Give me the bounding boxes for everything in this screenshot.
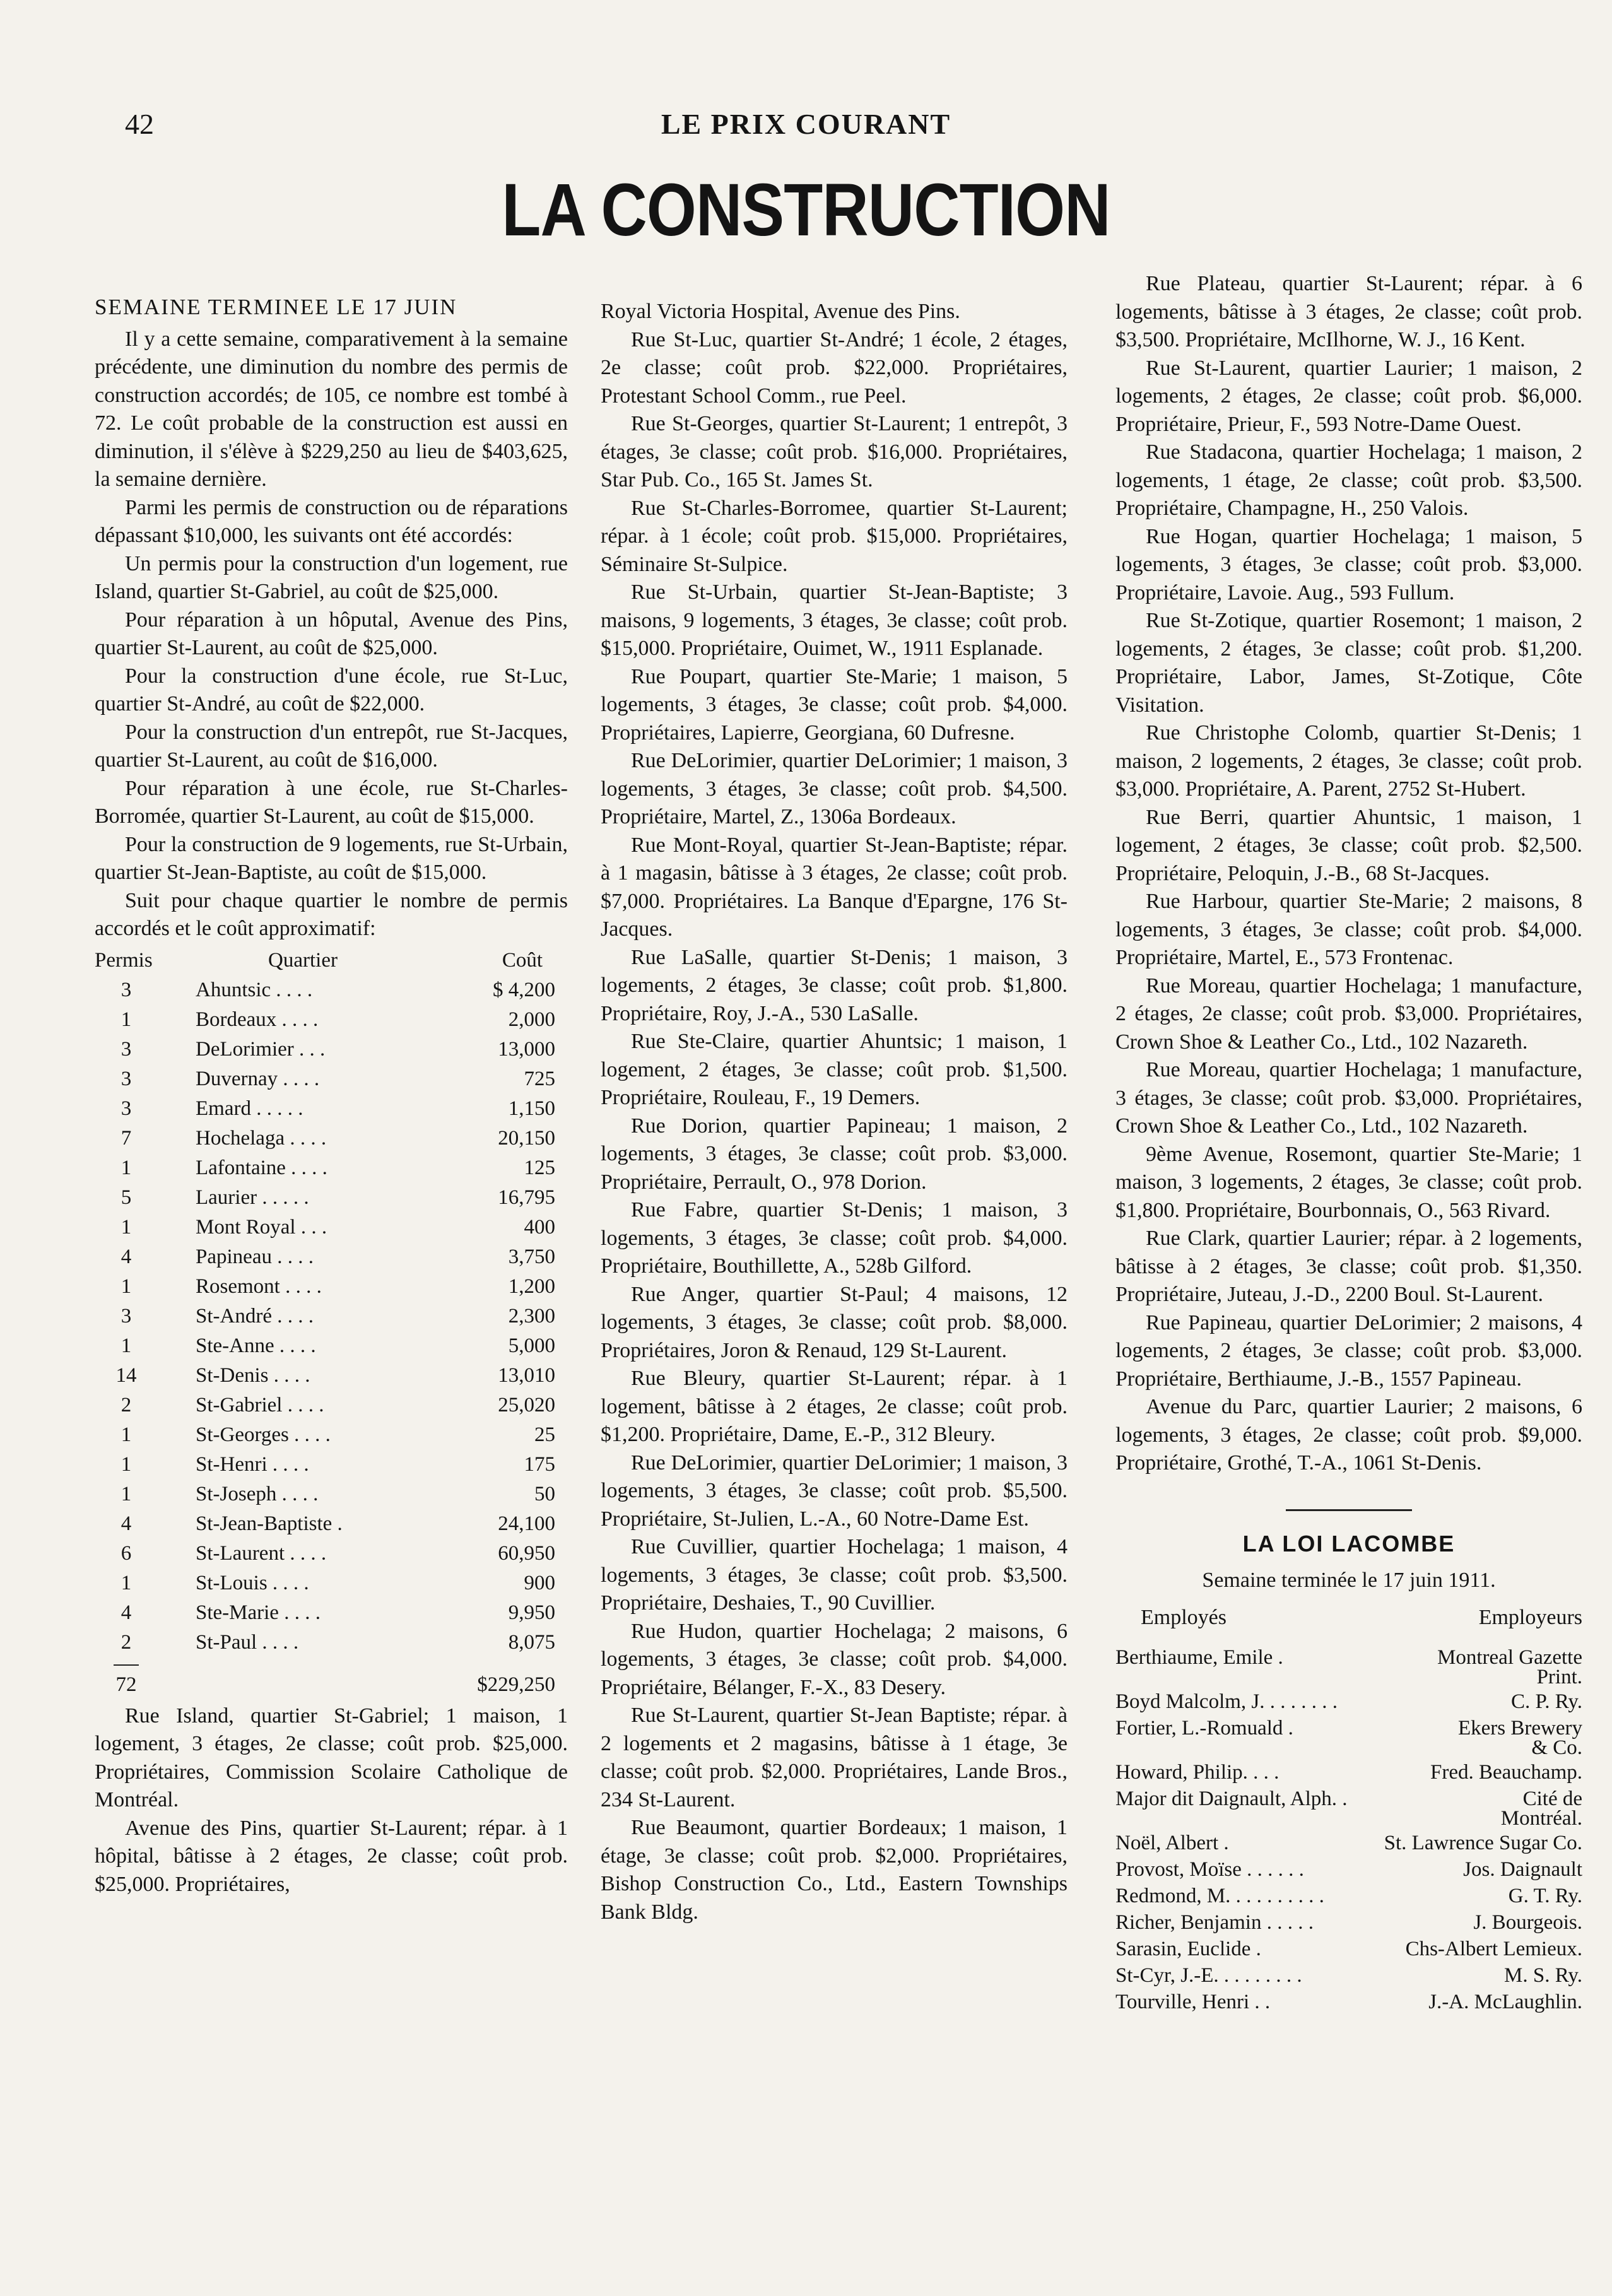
paragraph: Rue Berri, quartier Ahuntsic, 1 maison, 1 logement, 2 étages, 3e classe; coût prob. $2,500. Propriétaire, Peloquin, J.-B., 68 St-Jacques. [1115,805,1582,885]
cost-cell: 900 [524,1571,555,1594]
cost-cell: 16,795 [498,1186,555,1209]
loi-lacombe-title: LA LOI LACOMBE [1242,1530,1456,1557]
paragraph: Rue Papineau, quartier DeLorimier; 2 maisons, 4 logements, 2 étages, 3e classe; coût prob. $3,000. Propriétaire, Berthiaume, J.-B., 1557 Papineau. [1115,1310,1582,1391]
journal-title: LE PRIX COURANT [661,108,951,140]
permits-cell: 6 [121,1541,132,1565]
list-item [1115,1759,1582,1786]
page-header [0,107,1612,158]
paragraph: Pour réparation à une école, rue St-Charles-Borromée, quartier St-Laurent, au coût de $15,000. [95,776,568,828]
quartier-cell: St-Laurent . . . . [196,1541,327,1565]
loi-lacombe-list [1115,1644,1582,2015]
paragraph: Royal Victoria Hospital, Avenue des Pins. [601,300,960,323]
paragraph: Rue Beaumont, quartier Bordeaux; 1 maison, 1 étage, 3e classe; coût prob. $2,000. Propriétaires, Bishop Construction Co., Ltd., Eastern Townships Bank Bldg. [601,1816,1068,1924]
table-row [95,1539,568,1569]
paragraph: Rue Mont-Royal, quartier St-Jean-Baptiste; répar. à 1 magasin, bâtisse à 3 étages, 2e classe; coût prob. $7,000. Propriétaires. La Banque d'Epargne, 176 St-Jacques. [601,833,1068,941]
employe-name: Noël, Albert . [1115,1832,1229,1854]
permits-cell: 3 [121,1097,132,1120]
paragraph: Il y a cette semaine, comparativement à la semaine précédente, une diminution du nombre des permis de construction accordés; de 105, ce nombre est tombé à 72. Le coût probable de la construction est aussi en diminution, il s'élève à $229,250 au lieu de $403,625, la semaine dernière. [95,327,568,491]
permits-cell: 7 [121,1126,132,1150]
table-row [95,1213,568,1242]
permits-cell: 5 [121,1186,132,1209]
table-row [95,1361,568,1391]
paragraph: Rue Harbour, quartier Ste-Marie; 2 maisons, 8 logements, 3 étages, 3e classe; coût prob. $4,000. Propriétaire, Martel, E., 573 Frontenac. [1115,890,1582,969]
table-row [95,975,568,1005]
table-row [95,1391,568,1420]
list-item [1115,1883,1582,1909]
permits-cell: 1 [121,1008,132,1031]
table-row [95,1302,568,1331]
quartier-cell: Hochelaga . . . . [196,1126,327,1150]
employeur-name: Cité de [1522,1787,1582,1810]
permits-table-header [95,946,568,975]
employeur-name: C. P. Ry. [1510,1690,1582,1713]
employe-name: Fortier, L.-Romuald . [1115,1717,1293,1740]
permits-cell: 1 [121,1275,132,1298]
quartier-cell: Ste-Marie . . . . [196,1601,321,1624]
table-row [95,1183,568,1213]
paragraph: Rue St-Charles-Borromee, quartier St-Laurent; répar. à 1 école; coût prob. $15,000. Propriétaires, Séminaire St-Sulpice. [601,496,1068,576]
quartier-cell: St-Paul . . . . [196,1630,299,1654]
cost-cell: 400 [524,1215,555,1239]
permits-cell: 1 [121,1334,132,1357]
paragraph: Pour la construction d'un entrepôt, rue St-Jacques, quartier St-Laurent, au coût de $16,000. [95,720,568,772]
quartier-cell: Mont Royal . . . [196,1215,327,1239]
employeur-name: J.-A. McLaughlin. [1428,1991,1582,2013]
quartier-cell: St-Jean-Baptiste . [196,1512,343,1535]
permits-cell: 3 [121,978,132,1001]
paragraph: Rue St-Urbain, quartier St-Jean-Baptiste; 3 maisons, 9 logements, 3 étages, 3e classe; coût prob. $15,000. Propriétaire, Ouimet, W., 1911 Esplanade. [601,580,1068,660]
employe-name: Richer, Benjamin . . . . . [1115,1911,1314,1934]
paragraph: Rue Fabre, quartier St-Denis; 1 maison, 3 logements, 3 étages, 3e classe; coût prob. $4,000. Propriétaire, Bouthillette, A., 528b Gilford. [601,1198,1068,1278]
paragraph: Rue St-Luc, quartier St-André; 1 école, 2 étages, 2e classe; coût prob. $22,000. Propriétaires, Protestant School Comm., rue Peel. [601,327,1068,408]
loi-lacombe-headers [1115,1604,1582,1632]
quartier-cell: St-Gabriel . . . . [196,1393,324,1416]
paragraph: Rue DeLorimier, quartier DeLorimier; 1 maison, 3 logements, 3 étages, 3e classe; coût prob. $4,500. Propriétaire, Martel, Z., 1306a Bordeaux. [601,749,1068,828]
employe-name: Major dit Daignault, Alph. . [1115,1787,1348,1810]
list-item [1115,1989,1582,2015]
quartier-cell: Ahuntsic . . . . [196,978,313,1001]
header-quartier: Quartier [268,948,338,972]
employeur-name: M. S. Ry. [1504,1964,1582,1987]
column-2 [601,298,1068,1926]
quartier-cell: Duvernay . . . . [196,1067,320,1090]
permits-cell: 2 [121,1393,132,1416]
paragraph: Rue Hudon, quartier Hochelaga; 2 maisons, 6 logements, 3 étages, 3e classe; coût prob. $4,000. Propriétaire, Bélanger, F.-X., 83 Desery. [601,1619,1068,1699]
header-employeurs: Employeurs [1478,1605,1582,1629]
total-cost: $229,250 [477,1673,555,1696]
cost-cell: 2,000 [508,1008,555,1031]
total-permits: 72 [115,1673,137,1696]
cost-cell: 25,020 [498,1393,555,1416]
cost-cell: 5,000 [508,1334,555,1357]
employeur-name: Fred. Beauchamp. [1430,1761,1582,1784]
cost-cell: 60,950 [498,1541,555,1565]
table-row [95,1242,568,1272]
column-3 [1115,270,1582,2015]
section-divider [1286,1509,1412,1511]
quartier-cell: St-Denis . . . . [196,1363,310,1387]
paragraph: Rue DeLorimier, quartier DeLorimier; 1 maison, 3 logements, 3 étages, 3e classe; coût prob. $5,500. Propriétaire, St-Julien, L.-A., 60 Notre-Dame Est. [601,1451,1068,1531]
table-row [95,1124,568,1153]
employe-name: Howard, Philip. . . . [1115,1761,1280,1784]
list-item [1115,1856,1582,1883]
permits-cell: 3 [121,1037,132,1061]
paragraph: Un permis pour la construction d'un logement, rue Island, quartier St-Gabriel, au coût de $25,000. [95,551,568,603]
paragraph: Rue Poupart, quartier Ste-Marie; 1 maison, 5 logements, 3 étages, 3e classe; coût prob. $4,000. Propriétaires, Lapierre, Georgiana, 60 Dufresne. [601,664,1068,745]
header-employes: Employés [1141,1605,1227,1629]
paragraph: Rue St-Georges, quartier St-Laurent; 1 entrepôt, 3 étages, 3e classe; coût prob. $16,000. Propriétaires, Star Pub. Co., 165 St. James St. [601,412,1068,492]
header-permis: Permis [95,948,153,972]
employe-name: Redmond, M. . . . . . . . . . [1115,1885,1324,1907]
table-row [95,1094,568,1124]
table-row [95,1450,568,1480]
table-row [95,1064,568,1094]
cost-cell: $ 4,200 [493,978,555,1001]
cost-cell: 13,000 [498,1037,555,1061]
cost-cell: 3,750 [508,1245,555,1268]
week-heading: SEMAINE TERMINEE LE 17 JUIN [95,295,457,319]
employeur-continuation: Print. [1536,1666,1582,1688]
paragraph: Rue Christophe Colomb, quartier St-Denis; 1 maison, 2 logements, 2 étages, 3e classe; coût prob. $3,000. Propriétaire, A. Parent, 2752 St-Hubert. [1115,721,1582,801]
paragraph: Pour la construction d'une école, rue St-Luc, quartier St-André, au coût de $22,000. [95,664,568,715]
article-title: LA CONSTRUCTION [502,168,1110,252]
quartier-cell: St-André . . . . [196,1304,314,1328]
paragraph: Rue Stadacona, quartier Hochelaga; 1 maison, 2 logements, 1 étage, 2e classe; coût prob. $3,500. Propriétaire, Champagne, H., 250 Valois. [1115,440,1582,520]
quartier-cell: St-Joseph . . . . [196,1482,319,1505]
paragraph: Pour la construction de 9 logements, rue St-Urbain, quartier St-Jean-Baptiste, au coût de $15,000. [95,832,568,884]
paragraph: Rue St-Laurent, quartier St-Jean Baptiste; répar. à 2 logements et 2 magasins, bâtisse à 1 étage, 3e classe; coût prob. $2,000. Propriétaires, Lande Bros., 234 St-Laurent. [601,1704,1068,1811]
permits-cell: 1 [121,1452,132,1476]
employeur-name: Chs-Albert Lemieux. [1405,1938,1582,1960]
employeur-name: G. T. Ry. [1508,1885,1582,1907]
cost-cell: 725 [524,1067,555,1090]
column-3-entries [1115,270,1582,1478]
table-row [95,1035,568,1064]
total-rule [114,1664,139,1666]
cost-cell: 175 [524,1452,555,1476]
list-item [1115,1688,1582,1715]
employe-name: Provost, Moïse . . . . . . [1115,1858,1304,1881]
permits-table [95,946,568,1700]
paragraph: Rue LaSalle, quartier St-Denis; 1 maison, 3 logements, 2 étages, 3e classe; coût prob. $1,800. Propriétaire, Roy, J.-A., 530 LaSalle. [601,945,1068,1025]
employe-name: St-Cyr, J.-E. . . . . . . . . [1115,1964,1302,1987]
permits-cell: 1 [121,1156,132,1179]
paragraph: Rue Hogan, quartier Hochelaga; 1 maison, 5 logements, 3 étages, 3e classe; coût prob. $3,000. Propriétaire, Lavoie. Aug., 593 Fullum. [1115,524,1582,604]
employe-name: Sarasin, Euclide . [1115,1938,1261,1960]
list-item [1115,1830,1582,1856]
employe-name: Boyd Malcolm, J. . . . . . . . [1115,1690,1338,1713]
table-row [95,1628,568,1657]
total-rule-row [95,1657,568,1670]
employeur-name: Jos. Daignault [1463,1858,1582,1881]
paragraph: Rue Plateau, quartier St-Laurent; répar. à 6 logements, bâtisse à 3 étages, 2e classe; coût prob. $3,500. Propriétaire, McIlhorne, W. J., 16 Kent. [1115,272,1582,351]
employe-name: Berthiaume, Emile . [1115,1646,1283,1669]
table-row [95,1331,568,1361]
list-item [1115,1962,1582,1989]
quartier-cell: Rosemont . . . . [196,1275,322,1298]
column-1-entries [95,1702,568,1899]
column-2-entries [601,298,1068,1926]
cost-cell: 9,950 [508,1601,555,1624]
table-row [95,1598,568,1628]
permits-cell: 1 [121,1215,132,1239]
permits-cell: 14 [115,1363,137,1387]
paragraph: Rue Moreau, quartier Hochelaga; 1 manufacture, 3 étages, 3e classe; coût prob. $3,000. Propriétaires, Crown Shoe & Leather Co., Ltd., 102 Nazareth. [1115,1058,1582,1138]
paragraph: Pour réparation à un hôputal, Avenue des Pins, quartier St-Laurent, au coût de $25,000. [95,608,568,659]
employe-name: Tourville, Henri . . [1115,1991,1271,2013]
permits-cell: 4 [121,1245,132,1268]
employeur-continuation: Montréal. [1500,1807,1582,1830]
quartier-cell: Emard . . . . . [196,1097,303,1120]
cost-cell: 1,200 [508,1275,555,1298]
paragraph: Rue Cuvillier, quartier Hochelaga; 1 maison, 4 logements, 3 étages, 3e classe; coût prob. $3,500. Propriétaire, Deshaies, T., 90 Cuvillier. [601,1535,1068,1615]
permits-table-body [95,975,568,1657]
quartier-cell: DeLorimier . . . [196,1037,326,1061]
quartier-cell: St-Georges . . . . [196,1423,331,1446]
employeur-name: Ekers Brewery [1457,1717,1582,1740]
paragraph: Rue St-Laurent, quartier Laurier; 1 maison, 2 logements, 2 étages, 2e classe; coût prob. $6,000. Propriétaire, Prieur, F., 593 Notre-Dame Ouest. [1115,356,1582,436]
paragraph: Rue Bleury, quartier St-Laurent; répar. à 1 logement, bâtisse à 2 étages, 2e classe; coût prob. $1,200. Propriétaire, Dame, E.-P., 312 Bleury. [601,1367,1068,1446]
table-row [95,1420,568,1450]
paragraph: Rue Moreau, quartier Hochelaga; 1 manufacture, 2 étages, 2e classe; coût prob. $3,000. Propriétaires, Crown Shoe & Leather Co., Ltd., 102 Nazareth. [1115,974,1582,1054]
quartier-cell: Bordeaux . . . . [196,1008,319,1031]
permits-cell: 1 [121,1571,132,1594]
permits-cell: 3 [121,1067,132,1090]
permits-cell: 4 [121,1601,132,1624]
column-1 [95,293,568,1899]
paragraph: Rue St-Zotique, quartier Rosemont; 1 maison, 2 logements, 2 étages, 3e classe; coût prob. $1,200. Propriétaire, Labor, James, St-Zotique, Côte Visitation. [1115,609,1582,717]
employeur-name: St. Lawrence Sugar Co. [1384,1832,1582,1854]
employeur-continuation: & Co. [1531,1736,1582,1759]
quartier-cell: Laurier . . . . . [196,1186,309,1209]
table-row [95,1153,568,1183]
employeur-name: Montreal Gazette [1437,1646,1582,1669]
list-item [1115,1936,1582,1962]
employeur-name: J. Bourgeois. [1473,1911,1582,1934]
loi-lacombe-subtitle: Semaine terminée le 17 juin 1911. [1202,1569,1496,1592]
cost-cell: 20,150 [498,1126,555,1150]
table-row [95,1569,568,1598]
table-row [95,1005,568,1035]
cost-cell: 50 [534,1482,555,1505]
permits-cell: 4 [121,1512,132,1535]
cost-cell: 8,075 [508,1630,555,1654]
total-row [95,1670,568,1700]
paragraph: 9ème Avenue, Rosemont, quartier Ste-Marie; 1 maison, 3 logements, 2 étages, 3e classe; coût prob. $1,800. Propriétaire, Bourbonnais, O., 563 Rivard. [1115,1142,1582,1222]
paragraph: Avenue des Pins, quartier St-Laurent; répar. à 1 hôpital, bâtisse à 2 étages, 2e classe; coût prob. $25,000. Propriétaires, [95,1816,568,1896]
cost-cell: 2,300 [508,1304,555,1328]
column-1-paragraphs [95,326,568,943]
cost-cell: 25 [534,1423,555,1446]
table-row [95,1480,568,1509]
cost-cell: 125 [524,1156,555,1179]
paragraph: Avenue du Parc, quartier Laurier; 2 maisons, 6 logements, 3 étages, 2e classe; coût prob. $9,000. Propriétaire, Grothé, T.-A., 1061 St-Denis. [1115,1395,1582,1475]
permits-cell: 3 [121,1304,132,1328]
table-row [95,1272,568,1302]
paragraph: Suit pour chaque quartier le nombre de permis accordés et le coût approximatif: [95,888,568,940]
quartier-cell: St-Louis . . . . [196,1571,309,1594]
page-number: 42 [125,108,154,140]
quartier-cell: Ste-Anne . . . . [196,1334,316,1357]
cost-cell: 24,100 [498,1512,555,1535]
quartier-cell: St-Henri . . . . [196,1452,309,1476]
paragraph: Rue Ste-Claire, quartier Ahuntsic; 1 maison, 1 logement, 2 étages, 3e classe; coût prob. $1,500. Propriétaire, Rouleau, F., 19 Demers. [601,1030,1068,1109]
permits-cell: 2 [121,1630,132,1654]
paragraph: Rue Anger, quartier St-Paul; 4 maisons, 12 logements, 3 étages, 3e classe; coût prob. $8,000. Propriétaires, Joron & Renaud, 129 St-Laurent. [601,1282,1068,1362]
header-cout: Coût [502,948,543,972]
paragraph: Rue Dorion, quartier Papineau; 1 maison, 2 logements, 3 étages, 3e classe; coût prob. $3,000. Propriétaire, Perrault, O., 978 Dorion. [601,1114,1068,1194]
quartier-cell: Papineau . . . . [196,1245,314,1268]
paragraph: Rue Island, quartier St-Gabriel; 1 maison, 1 logement, 3 étages, 2e classe; coût prob. $25,000. Propriétaires, Commission Scolaire Catholique de Montréal. [95,1704,568,1811]
paragraph: Rue Clark, quartier Laurier; répar. à 2 logements, bâtisse à 2 étages, 3e classe; coût prob. $1,350. Propriétaire, Juteau, J.-D., 2200 Boul. St-Laurent. [1115,1227,1582,1306]
paragraph: Parmi les permis de construction ou de réparations dépassant $10,000, les suivants ont été accordés: [95,495,568,547]
permits-cell: 1 [121,1423,132,1446]
list-item [1115,1909,1582,1936]
quartier-cell: Lafontaine . . . . [196,1156,327,1179]
cost-cell: 13,010 [498,1363,555,1387]
table-row [95,1509,568,1539]
permits-cell: 1 [121,1482,132,1505]
cost-cell: 1,150 [508,1097,555,1120]
